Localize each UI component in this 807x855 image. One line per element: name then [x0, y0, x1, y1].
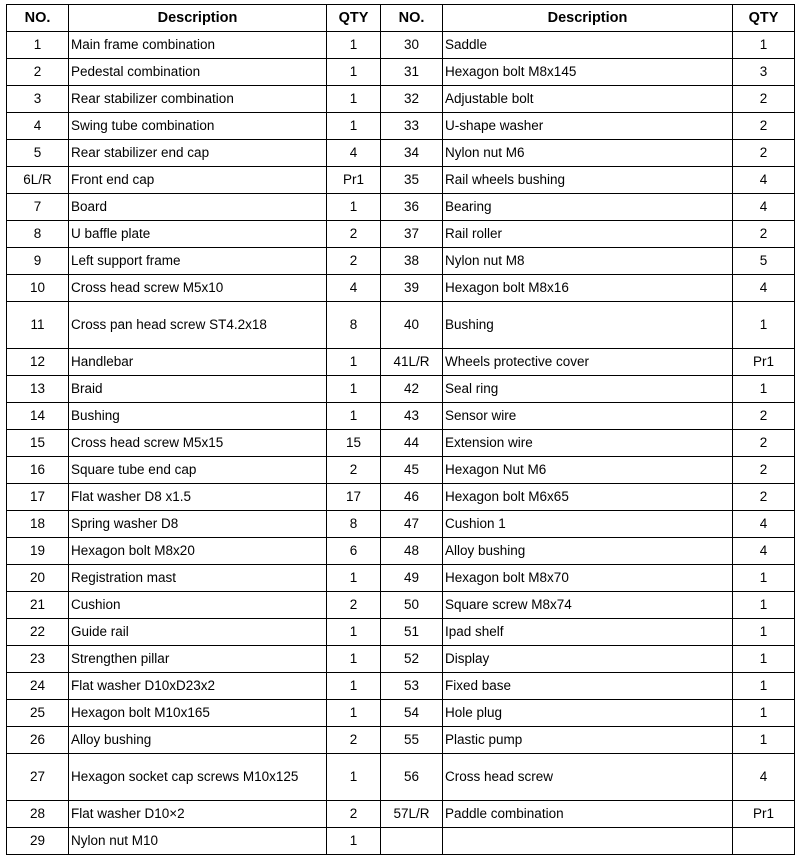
cell-no-left: 7	[7, 194, 69, 221]
table-row	[7, 140, 795, 167]
cell-description-right: Adjustable bolt	[443, 86, 733, 113]
table-row	[7, 86, 795, 113]
cell-qty-left: 1	[327, 349, 381, 376]
cell-no-left: 23	[7, 646, 69, 673]
cell-qty-left: 1	[327, 32, 381, 59]
cell-description-right: Hexagon bolt M8x16	[443, 275, 733, 302]
cell-qty-left: 2	[327, 221, 381, 248]
cell-no-left: 2	[7, 59, 69, 86]
cell-qty-right: 4	[733, 538, 795, 565]
cell-qty-right	[733, 828, 795, 855]
cell-qty-left: 6	[327, 538, 381, 565]
cell-qty-left: 1	[327, 565, 381, 592]
cell-no-right: 44	[381, 430, 443, 457]
cell-description-right: Bearing	[443, 194, 733, 221]
table-row	[7, 376, 795, 403]
cell-description-left: Strengthen pillar	[69, 646, 327, 673]
cell-description-right: Alloy bushing	[443, 538, 733, 565]
cell-qty-right: 5	[733, 248, 795, 275]
cell-qty-left: Pr1	[327, 167, 381, 194]
cell-qty-right: 4	[733, 275, 795, 302]
cell-description-right: Hexagon Nut M6	[443, 457, 733, 484]
cell-no-left: 20	[7, 565, 69, 592]
table-row	[7, 619, 795, 646]
cell-qty-right: Pr1	[733, 349, 795, 376]
cell-qty-right: 1	[733, 302, 795, 349]
table-row	[7, 32, 795, 59]
cell-description-left: Hexagon bolt M8x20	[69, 538, 327, 565]
cell-description-left: Square tube end cap	[69, 457, 327, 484]
cell-no-left: 8	[7, 221, 69, 248]
cell-qty-right: 2	[733, 430, 795, 457]
cell-description-right: Hexagon bolt M6x65	[443, 484, 733, 511]
cell-description-left: Swing tube combination	[69, 113, 327, 140]
cell-description-left: Board	[69, 194, 327, 221]
table-row	[7, 801, 795, 828]
cell-description-left: Flat washer D10×2	[69, 801, 327, 828]
cell-description-left: Cross head screw M5x15	[69, 430, 327, 457]
cell-no-left: 28	[7, 801, 69, 828]
table-row	[7, 349, 795, 376]
cell-no-right: 57L/R	[381, 801, 443, 828]
table-row	[7, 457, 795, 484]
cell-qty-left: 4	[327, 140, 381, 167]
cell-qty-left: 1	[327, 403, 381, 430]
cell-no-right: 50	[381, 592, 443, 619]
cell-no-left: 11	[7, 302, 69, 349]
table-row	[7, 302, 795, 349]
cell-description-left: Alloy bushing	[69, 727, 327, 754]
cell-description-left: Braid	[69, 376, 327, 403]
cell-qty-right: 1	[733, 646, 795, 673]
column-header-no-right: NO.	[381, 5, 443, 32]
cell-description-left: Left support frame	[69, 248, 327, 275]
cell-no-left: 13	[7, 376, 69, 403]
cell-qty-left: 1	[327, 700, 381, 727]
cell-description-left: Flat washer D10xD23x2	[69, 673, 327, 700]
cell-qty-left: 2	[327, 727, 381, 754]
cell-no-right: 34	[381, 140, 443, 167]
cell-qty-right: Pr1	[733, 801, 795, 828]
cell-qty-right: 4	[733, 511, 795, 538]
cell-no-left: 3	[7, 86, 69, 113]
cell-no-left: 6L/R	[7, 167, 69, 194]
cell-no-right: 51	[381, 619, 443, 646]
table-row	[7, 538, 795, 565]
cell-description-right: Paddle combination	[443, 801, 733, 828]
table-row	[7, 511, 795, 538]
cell-no-right: 45	[381, 457, 443, 484]
cell-description-left: Spring washer D8	[69, 511, 327, 538]
cell-description-left: Cushion	[69, 592, 327, 619]
cell-qty-right: 2	[733, 113, 795, 140]
cell-qty-left: 1	[327, 376, 381, 403]
cell-qty-left: 1	[327, 86, 381, 113]
cell-no-left: 12	[7, 349, 69, 376]
table-row	[7, 565, 795, 592]
cell-qty-left: 15	[327, 430, 381, 457]
table-row	[7, 275, 795, 302]
cell-no-right: 36	[381, 194, 443, 221]
cell-no-left: 19	[7, 538, 69, 565]
cell-description-right: Bushing	[443, 302, 733, 349]
cell-no-right: 56	[381, 754, 443, 801]
table-row	[7, 248, 795, 275]
cell-qty-right: 1	[733, 565, 795, 592]
cell-qty-right: 1	[733, 700, 795, 727]
cell-no-right: 55	[381, 727, 443, 754]
cell-description-left: Hexagon socket cap screws M10x125	[69, 754, 327, 801]
table-row	[7, 828, 795, 855]
cell-description-left: Cross head screw M5x10	[69, 275, 327, 302]
table-row	[7, 700, 795, 727]
cell-qty-right: 2	[733, 484, 795, 511]
cell-qty-right: 1	[733, 727, 795, 754]
cell-description-right: Extension wire	[443, 430, 733, 457]
cell-qty-left: 2	[327, 592, 381, 619]
cell-description-left: Registration mast	[69, 565, 327, 592]
table-row	[7, 673, 795, 700]
cell-qty-left: 17	[327, 484, 381, 511]
cell-qty-left: 1	[327, 113, 381, 140]
cell-no-left: 18	[7, 511, 69, 538]
cell-qty-left: 1	[327, 59, 381, 86]
cell-no-right: 39	[381, 275, 443, 302]
cell-description-right: Cushion 1	[443, 511, 733, 538]
column-header-qty-right: QTY	[733, 5, 795, 32]
cell-description-right: Hexagon bolt M8x70	[443, 565, 733, 592]
column-header-description-left: Description	[69, 5, 327, 32]
cell-description-left: Cross pan head screw ST4.2x18	[69, 302, 327, 349]
cell-description-right	[443, 828, 733, 855]
cell-description-right: Hexagon bolt M8x145	[443, 59, 733, 86]
table-row	[7, 484, 795, 511]
cell-qty-right: 1	[733, 592, 795, 619]
cell-no-left: 24	[7, 673, 69, 700]
table-body	[7, 32, 795, 855]
table-row	[7, 646, 795, 673]
cell-qty-left: 1	[327, 828, 381, 855]
cell-qty-left: 8	[327, 511, 381, 538]
cell-description-right: U-shape washer	[443, 113, 733, 140]
cell-no-left: 10	[7, 275, 69, 302]
cell-description-right: Sensor wire	[443, 403, 733, 430]
cell-no-left: 9	[7, 248, 69, 275]
cell-qty-right: 2	[733, 86, 795, 113]
column-header-qty-left: QTY	[327, 5, 381, 32]
cell-no-right: 33	[381, 113, 443, 140]
cell-no-right: 52	[381, 646, 443, 673]
table-row	[7, 221, 795, 248]
cell-description-right: Saddle	[443, 32, 733, 59]
table-row	[7, 754, 795, 801]
cell-description-right: Square screw M8x74	[443, 592, 733, 619]
cell-no-left: 4	[7, 113, 69, 140]
cell-description-left: Front end cap	[69, 167, 327, 194]
table-row	[7, 592, 795, 619]
cell-no-left: 14	[7, 403, 69, 430]
cell-description-right: Wheels protective cover	[443, 349, 733, 376]
cell-qty-left: 1	[327, 673, 381, 700]
cell-no-right: 49	[381, 565, 443, 592]
cell-description-right: Nylon nut M8	[443, 248, 733, 275]
cell-description-right: Nylon nut M6	[443, 140, 733, 167]
cell-qty-right: 1	[733, 673, 795, 700]
cell-no-right	[381, 828, 443, 855]
cell-qty-left: 2	[327, 801, 381, 828]
cell-description-right: Plastic pump	[443, 727, 733, 754]
cell-description-left: Pedestal combination	[69, 59, 327, 86]
cell-qty-left: 4	[327, 275, 381, 302]
cell-qty-left: 1	[327, 619, 381, 646]
cell-qty-right: 1	[733, 619, 795, 646]
cell-description-left: Nylon nut M10	[69, 828, 327, 855]
cell-description-right: Ipad shelf	[443, 619, 733, 646]
cell-description-right: Rail roller	[443, 221, 733, 248]
cell-qty-right: 2	[733, 403, 795, 430]
column-header-no-left: NO.	[7, 5, 69, 32]
cell-no-left: 26	[7, 727, 69, 754]
cell-no-right: 31	[381, 59, 443, 86]
cell-no-left: 15	[7, 430, 69, 457]
cell-no-right: 43	[381, 403, 443, 430]
cell-no-right: 46	[381, 484, 443, 511]
cell-description-left: Rear stabilizer end cap	[69, 140, 327, 167]
cell-description-left: Bushing	[69, 403, 327, 430]
cell-qty-right: 3	[733, 59, 795, 86]
table-row	[7, 727, 795, 754]
cell-description-left: Flat washer D8 x1.5	[69, 484, 327, 511]
cell-no-right: 30	[381, 32, 443, 59]
cell-no-left: 29	[7, 828, 69, 855]
cell-no-right: 48	[381, 538, 443, 565]
cell-qty-right: 4	[733, 167, 795, 194]
cell-no-left: 5	[7, 140, 69, 167]
cell-qty-right: 2	[733, 140, 795, 167]
cell-description-right: Rail wheels bushing	[443, 167, 733, 194]
cell-no-left: 22	[7, 619, 69, 646]
table-row	[7, 59, 795, 86]
cell-qty-left: 1	[327, 194, 381, 221]
cell-qty-left: 2	[327, 457, 381, 484]
cell-description-right: Seal ring	[443, 376, 733, 403]
cell-no-left: 17	[7, 484, 69, 511]
cell-qty-right: 1	[733, 376, 795, 403]
cell-no-left: 21	[7, 592, 69, 619]
table-row	[7, 430, 795, 457]
cell-no-left: 27	[7, 754, 69, 801]
cell-qty-right: 2	[733, 457, 795, 484]
cell-qty-left: 8	[327, 302, 381, 349]
cell-no-right: 47	[381, 511, 443, 538]
cell-qty-left: 1	[327, 646, 381, 673]
cell-qty-right: 2	[733, 221, 795, 248]
cell-description-left: Handlebar	[69, 349, 327, 376]
column-header-description-right: Description	[443, 5, 733, 32]
cell-description-right: Display	[443, 646, 733, 673]
cell-description-right: Cross head screw	[443, 754, 733, 801]
cell-no-right: 42	[381, 376, 443, 403]
cell-description-right: Fixed base	[443, 673, 733, 700]
cell-no-right: 35	[381, 167, 443, 194]
cell-no-left: 16	[7, 457, 69, 484]
cell-no-right: 38	[381, 248, 443, 275]
cell-qty-left: 2	[327, 248, 381, 275]
cell-qty-left: 1	[327, 754, 381, 801]
cell-qty-right: 4	[733, 194, 795, 221]
parts-table	[6, 4, 795, 855]
cell-description-right: Hole plug	[443, 700, 733, 727]
cell-description-left: Main frame combination	[69, 32, 327, 59]
cell-no-left: 25	[7, 700, 69, 727]
cell-qty-right: 4	[733, 754, 795, 801]
table-row	[7, 194, 795, 221]
cell-no-right: 54	[381, 700, 443, 727]
cell-no-left: 1	[7, 32, 69, 59]
cell-description-left: Rear stabilizer combination	[69, 86, 327, 113]
cell-description-left: Hexagon bolt M10x165	[69, 700, 327, 727]
table-row	[7, 167, 795, 194]
cell-description-left: U baffle plate	[69, 221, 327, 248]
cell-no-right: 40	[381, 302, 443, 349]
cell-no-right: 41L/R	[381, 349, 443, 376]
cell-description-left: Guide rail	[69, 619, 327, 646]
table-row	[7, 403, 795, 430]
cell-qty-right: 1	[733, 32, 795, 59]
cell-no-right: 53	[381, 673, 443, 700]
cell-no-right: 32	[381, 86, 443, 113]
cell-no-right: 37	[381, 221, 443, 248]
table-row	[7, 113, 795, 140]
table-header-row	[7, 5, 795, 32]
